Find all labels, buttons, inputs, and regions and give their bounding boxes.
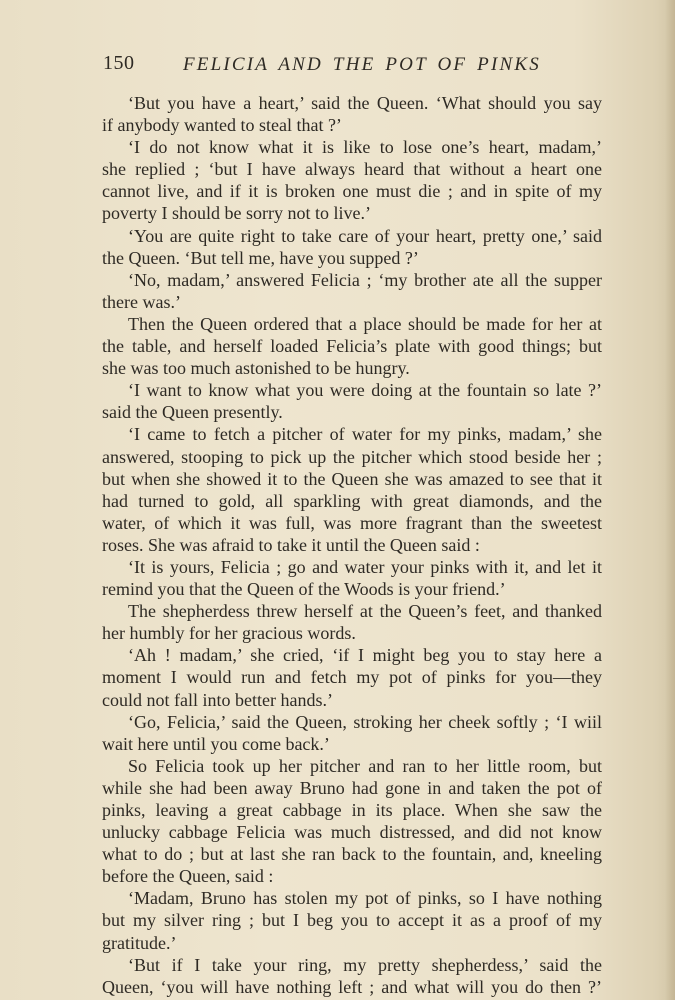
text-line: had turned to gold, all sparkling with great diamonds, and the	[102, 490, 602, 511]
text-line: could not fall into better hands.’	[102, 689, 333, 710]
text-line: ‘I do not know what it is like to lose one’s heart, madam,’	[128, 137, 602, 158]
page-header	[103, 52, 541, 82]
text-line: said the Queen presently.	[102, 402, 283, 423]
text-line: ‘But you have a heart,’ said the Queen. ‘What should you say	[128, 93, 602, 113]
text-line: cannot live, and if it is broken one must die ; and in spite of my	[102, 181, 602, 202]
text-line: ‘It is yours, Felicia ; go and water your pinks with it, and let it	[128, 556, 602, 577]
text-line: but my silver ring ; but I beg you to accept it as a proof of my	[102, 910, 602, 931]
text-line: but when she showed it to the Queen she was amazed to see that it	[102, 468, 602, 489]
text-line: gratitude.’	[102, 932, 177, 953]
text-line: ‘Madam, Bruno has stolen my pot of pinks, so I have nothing	[128, 888, 602, 909]
page-number: 150	[103, 52, 135, 74]
text-line: answered, stooping to pick up the pitcher which stood beside her ;	[102, 446, 602, 467]
text-line: if anybody wanted to steal that ?’	[102, 115, 342, 136]
text-line: remind you that the Queen of the Woods is your friend.’	[102, 579, 506, 600]
text-line: ‘You are quite right to take care of your heart, pretty one,’ said	[128, 225, 602, 246]
text-line: what to do ; but at last she ran back to the fountain, and, kneeling	[102, 844, 602, 865]
text-line: moment I would run and fetch my pot of pinks for you—they	[102, 667, 602, 688]
text-line: her humbly for her gracious words.	[102, 623, 356, 644]
text-line: she was too much astonished to be hungry.	[102, 358, 410, 379]
text-line: roses. She was afraid to take it until the Queen said :	[102, 534, 480, 555]
text-line: Queen, ‘you will have nothing left ; and what will you do then ?’	[102, 976, 602, 997]
text-line: there was.’	[102, 291, 181, 312]
text-line: The shepherdess threw herself at the Queen’s feet, and thanked	[128, 601, 602, 622]
text-line: she replied ; ‘but I have always heard that without a heart one	[102, 159, 602, 180]
text-line: ‘Go, Felicia,’ said the Queen, stroking her cheek softly ; ‘I wiil	[128, 711, 602, 732]
text-line: the table, and herself loaded Felicia’s plate with good things; but	[102, 336, 602, 357]
text-line: ‘I want to know what you were doing at the fountain so late ?’	[128, 380, 602, 401]
text-line: poverty I should be sorry not to live.’	[102, 203, 371, 224]
body-text	[102, 92, 602, 998]
text-line: ‘I came to fetch a pitcher of water for my pinks, madam,’ she	[128, 424, 602, 445]
running-title: FELICIA AND THE POT OF PINKS	[183, 54, 541, 75]
text-line: while she had been away Bruno had gone in and taken the pot of	[102, 777, 602, 798]
text-line: the Queen. ‘But tell me, have you supped ?’	[102, 247, 419, 268]
text-line: Then the Queen ordered that a place should be made for her at	[128, 313, 602, 334]
text-line: unlucky cabbage Felicia was much distressed, and did not know	[102, 822, 602, 843]
page-edge-shadow	[665, 0, 675, 1000]
text-line: water, of which it was full, was more fragrant than the sweetest	[102, 512, 602, 533]
text-line: ‘Ah ! madam,’ she cried, ‘if I might beg you to stay here a	[128, 645, 602, 666]
text-line: ‘But if I take your ring, my pretty shepherdess,’ said the	[128, 954, 602, 975]
text-line: ‘No, madam,’ answered Felicia ; ‘my brother ate all the supper	[128, 269, 602, 290]
text-line: pinks, leaving a great cabbage in its place. When she saw the	[102, 800, 602, 820]
text-line: So Felicia took up her pitcher and ran to her little room, but	[128, 755, 602, 776]
text-line: wait here until you come back.’	[102, 733, 330, 754]
text-line: before the Queen, said :	[102, 866, 274, 887]
